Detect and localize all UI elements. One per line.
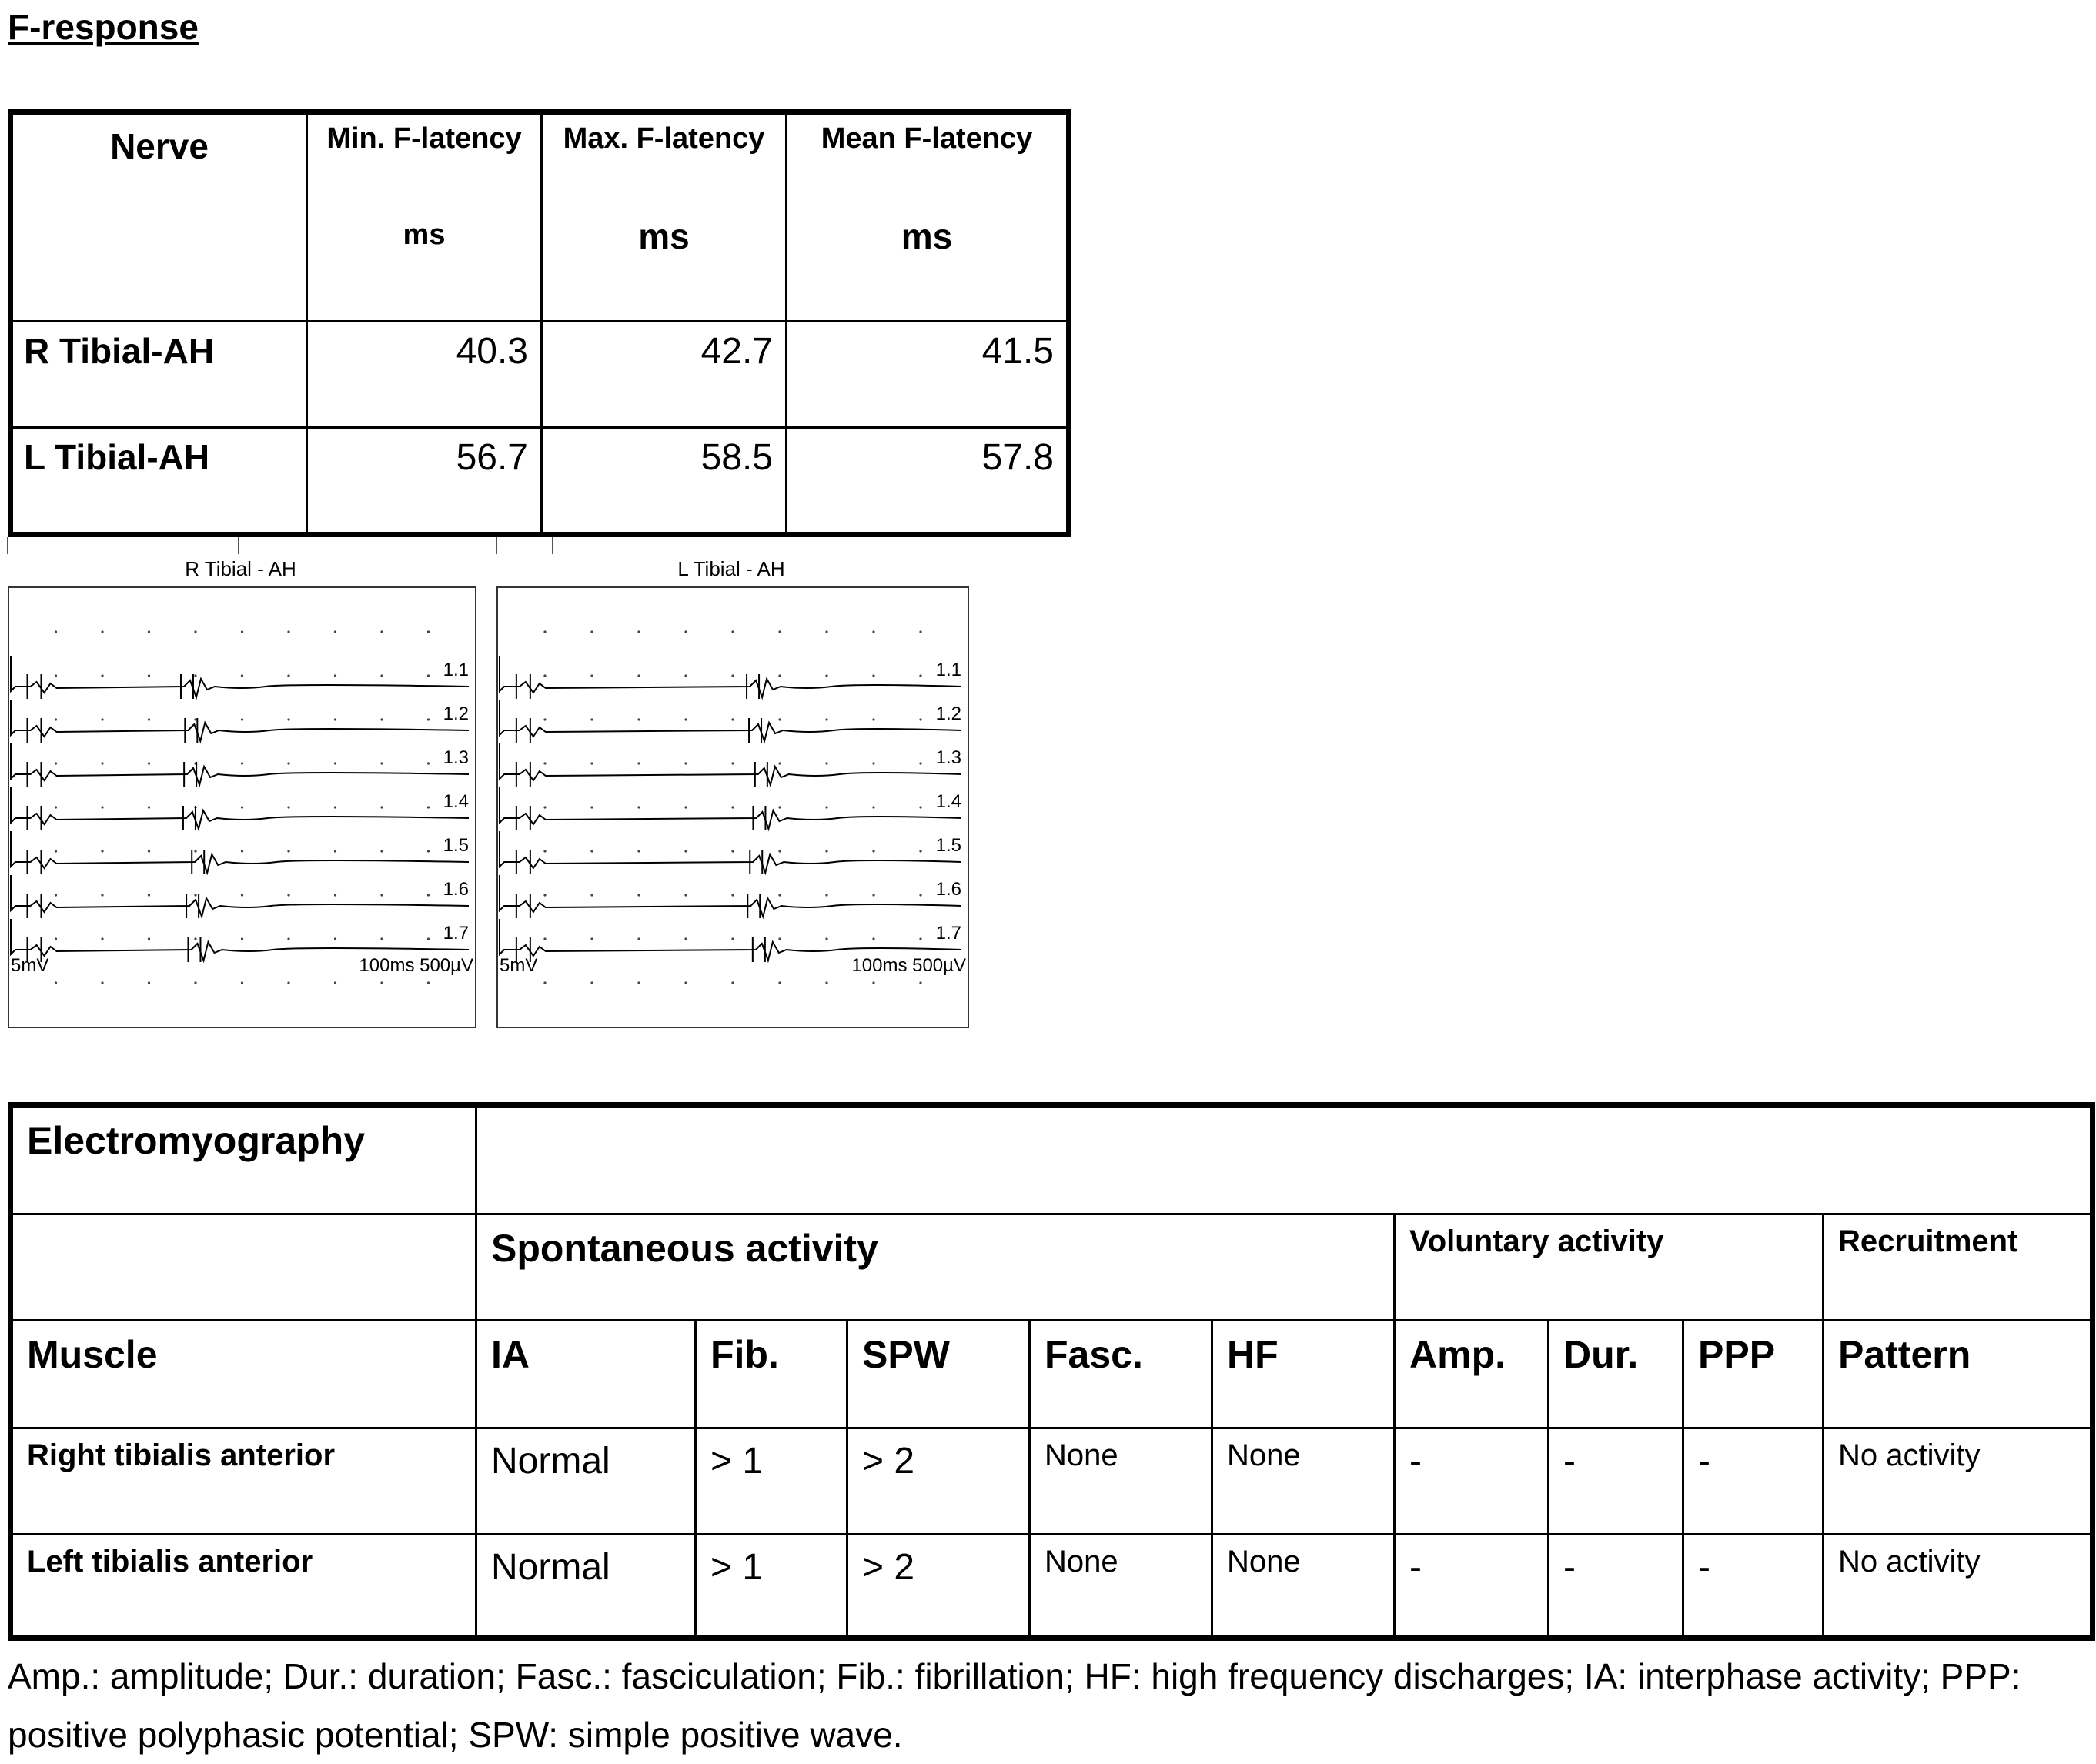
f-wave-trace [11,787,469,829]
grid-dot [148,674,150,677]
grid-dot [731,806,734,808]
grid-dot [543,981,546,984]
grid-dot [241,937,243,940]
grid-dot [380,937,383,940]
grid-dot [101,762,103,764]
footnote: Amp.: amplitude; Dur.: duration; Fasc.: fasciculation; Fib.: fibrillation; HF: high frequency discharges; IA: interphase activity; PPP: positive polyphasic potential; SPW: simple positive wave. [8,1656,2021,1755]
grid-dot [684,718,687,720]
grid-dot [684,850,687,852]
grid-dot [334,937,336,940]
grid-dot [919,630,921,633]
min-latency-value: 40.3 [307,322,542,428]
grid-dot [194,937,196,940]
header-min-unit: ms [403,219,446,251]
grid-dot [287,850,289,852]
f-wave-trace [11,700,469,741]
grid-dot [825,762,827,764]
col-dur: Dur. [1549,1321,1683,1428]
pattern-value: No activity [1824,1428,2093,1535]
grid-dot [731,937,734,940]
grid-dot [55,981,57,984]
grid-dot [380,806,383,808]
grid-dot [637,937,640,940]
amp-value: - [1395,1428,1549,1535]
grid-dot [55,806,57,808]
col-fasc: Fasc. [1030,1321,1212,1428]
grid-dot [101,981,103,984]
group-blank [11,1214,476,1321]
header-mean-latency [787,112,1069,322]
ppp-value: - [1683,1535,1824,1639]
grid-dot [194,981,196,984]
table-header-row [11,112,1069,322]
grid-dot [287,674,289,677]
amp-value: - [1395,1535,1549,1639]
nerve-name: L Tibial-AH [11,428,307,535]
grid-dot [194,894,196,896]
emg-title-blank [476,1105,2093,1214]
grid-dot [637,806,640,808]
grid-dot [543,937,546,940]
grid-dot [637,981,640,984]
grid-dot [241,630,243,633]
grid-dot [872,762,874,764]
grid-dot [194,674,196,677]
grid-dot [55,674,57,677]
grid-dot [590,937,593,940]
grid-dot [872,630,874,633]
header-max-unit: ms [638,216,690,256]
mean-latency-value: 57.8 [787,428,1069,535]
grid-dot [590,674,593,677]
grid-dot [778,894,781,896]
grid-dot [148,762,150,764]
grid-dot [825,806,827,808]
grid-dot [825,850,827,852]
grid-dot [334,806,336,808]
f-wave-trace [11,919,469,961]
grid-dot [731,762,734,764]
f-wave-trace [11,831,469,873]
grid-dot [241,718,243,720]
fasc-value: None [1030,1535,1212,1639]
grid-dot [148,630,150,633]
grid-dot [380,630,383,633]
section-heading: F-response [8,7,199,47]
f-wave-trace [500,656,961,697]
grid-dot [148,937,150,940]
grid-dot [731,981,734,984]
grid-dot [380,718,383,720]
grid-dot [590,762,593,764]
col-ia: IA [476,1321,696,1428]
grid-dot [241,674,243,677]
grid-dot [872,937,874,940]
spw-value: > 2 [847,1428,1030,1535]
grid-dot [427,850,430,852]
grid-dot [194,718,196,720]
f-wave-trace [500,700,961,741]
grid-dot [637,762,640,764]
grid-dot [590,894,593,896]
grid-dot [825,981,827,984]
grid-dot [241,981,243,984]
header-min-label: Min. F-latency [326,122,522,155]
trace-label: 1.3 [443,747,469,768]
grid-dot [380,981,383,984]
grid-dot [731,630,734,633]
grid-dot [778,850,781,852]
scale-left: 5mV [500,955,538,976]
grid-dot [427,630,430,633]
header-nerve: Nerve [11,112,307,322]
grid-dot [55,850,57,852]
grid-dot [778,630,781,633]
grid-dot [194,850,196,852]
grid-dot [55,937,57,940]
emg-table [8,1102,2095,1641]
trace-label: 1.4 [443,791,469,812]
grid-dot [380,762,383,764]
spw-value: > 2 [847,1535,1030,1639]
grid-dot [825,894,827,896]
grid-dot [684,762,687,764]
emg-title-row [11,1105,2093,1214]
nerve-name: R Tibial-AH [11,322,307,428]
group-voluntary: Voluntary activity [1395,1214,1824,1321]
f-wave-trace [500,875,961,917]
pattern-value: No activity [1824,1535,2093,1639]
scale-left: 5mV [11,955,49,976]
grid-dot [543,674,546,677]
grid-dot [872,894,874,896]
f-wave-trace [500,919,961,961]
table-row [11,322,1069,428]
hf-value: None [1212,1535,1395,1639]
trace-label: 1.3 [935,747,961,768]
grid-dot [872,850,874,852]
max-latency-value: 58.5 [542,428,787,535]
grid-dot [241,762,243,764]
trace-label: 1.1 [935,660,961,680]
grid-dot [543,762,546,764]
grid-dot [543,894,546,896]
f-wave-trace [500,743,961,785]
grid-dot [55,762,57,764]
grid-dot [287,937,289,940]
f-wave-traces-right [9,588,475,1027]
grid-dot [872,674,874,677]
grid-dot [919,762,921,764]
muscle-name: Left tibialis anterior [11,1535,476,1639]
emg-title: Electromyography [11,1105,476,1214]
trace-label: 1.6 [443,879,469,900]
trace-title-left: L Tibial - AH [677,557,785,580]
col-spw: SPW [847,1321,1030,1428]
muscle-name: Right tibialis anterior [11,1428,476,1535]
max-latency-value: 42.7 [542,322,787,428]
grid-dot [778,762,781,764]
grid-dot [919,937,921,940]
grid-dot [55,718,57,720]
grid-dot [543,630,546,633]
grid-dot [637,718,640,720]
grid-dot [919,806,921,808]
col-ppp: PPP [1683,1321,1824,1428]
grid-dot [731,894,734,896]
table-row [11,1428,2093,1535]
grid-dot [380,850,383,852]
grid-dot [334,762,336,764]
grid-dot [590,718,593,720]
grid-dot [590,630,593,633]
grid-dot [427,894,430,896]
grid-dot [380,674,383,677]
grid-dot [101,937,103,940]
grid-dot [287,981,289,984]
grid-dot [194,630,196,633]
fasc-value: None [1030,1428,1212,1535]
grid-dot [919,894,921,896]
grid-dot [241,850,243,852]
group-recruitment: Recruitment [1824,1214,2093,1321]
trace-label: 1.4 [935,791,961,812]
grid-dot [148,718,150,720]
grid-dot [334,850,336,852]
grid-dot [825,630,827,633]
grid-dot [287,630,289,633]
grid-dot [590,806,593,808]
grid-dot [684,674,687,677]
grid-dot [590,981,593,984]
mean-latency-value: 41.5 [787,322,1069,428]
grid-dot [919,674,921,677]
grid-dot [825,718,827,720]
grid-dot [241,894,243,896]
trace-label: 1.5 [443,835,469,856]
trace-title-right: R Tibial - AH [185,557,296,580]
f-wave-traces-left [498,588,968,1027]
grid-dot [543,718,546,720]
header-max-label: Max. F-latency [563,122,765,155]
group-spontaneous: Spontaneous activity [476,1214,1395,1321]
col-muscle: Muscle [11,1321,476,1428]
grid-dot [778,718,781,720]
grid-dot [778,806,781,808]
trace-label: 1.2 [443,703,469,724]
trace-label: 1.7 [935,923,961,944]
scale-right: 100ms 500µV [851,955,966,976]
trace-label: 1.1 [443,660,469,680]
col-fib: Fib. [696,1321,847,1428]
grid-dot [287,894,289,896]
grid-dot [427,981,430,984]
grid-dot [334,894,336,896]
grid-dot [684,806,687,808]
grid-dot [287,762,289,764]
dur-value: - [1549,1535,1683,1639]
grid-dot [637,850,640,852]
grid-dot [427,674,430,677]
grid-dot [543,850,546,852]
f-response-table [8,109,1071,537]
grid-dot [241,806,243,808]
grid-dot [778,674,781,677]
grid-dot [731,850,734,852]
grid-dot [731,718,734,720]
grid-dot [590,850,593,852]
grid-dot [101,806,103,808]
table-row [11,428,1069,535]
grid-dot [684,981,687,984]
grid-dot [380,894,383,896]
grid-dot [684,937,687,940]
grid-dot [101,894,103,896]
grid-dot [427,762,430,764]
grid-dot [334,718,336,720]
scale-right: 100ms 500µV [359,955,473,976]
header-mean-label: Mean F-latency [821,122,1033,155]
ia-value: Normal [476,1428,696,1535]
grid-dot [287,718,289,720]
grid-dot [637,894,640,896]
grid-dot [872,981,874,984]
grid-dot [427,937,430,940]
grid-dot [872,718,874,720]
grid-dot [637,630,640,633]
table-row [11,1535,2093,1639]
grid-dot [778,937,781,940]
grid-dot [919,850,921,852]
emg-column-row [11,1321,2093,1428]
trace-panel-right [8,586,476,1028]
grid-dot [427,718,430,720]
fib-value: > 1 [696,1428,847,1535]
grid-dot [287,806,289,808]
f-wave-trace [500,831,961,873]
f-wave-trace [11,743,469,785]
grid-dot [825,674,827,677]
header-min-latency [307,112,542,322]
fib-value: > 1 [696,1535,847,1639]
grid-dot [872,806,874,808]
grid-dot [101,630,103,633]
grid-dot [148,806,150,808]
grid-dot [684,630,687,633]
col-amp: Amp. [1395,1321,1549,1428]
grid-dot [101,674,103,677]
grid-dot [731,674,734,677]
f-wave-trace [11,875,469,917]
grid-dot [55,894,57,896]
ia-value: Normal [476,1535,696,1639]
trace-label: 1.6 [935,879,961,900]
grid-dot [148,850,150,852]
hf-value: None [1212,1428,1395,1535]
grid-dot [334,674,336,677]
grid-dot [919,718,921,720]
grid-dot [101,718,103,720]
grid-dot [334,630,336,633]
grid-dot [825,937,827,940]
trace-panel-left [496,586,969,1028]
ppp-value: - [1683,1428,1824,1535]
f-wave-trace [500,787,961,829]
trace-label: 1.7 [443,923,469,944]
grid-dot [919,981,921,984]
emg-group-row [11,1214,2093,1321]
trace-label: 1.2 [935,703,961,724]
grid-dot [101,850,103,852]
min-latency-value: 56.7 [307,428,542,535]
col-pattern: Pattern [1824,1321,2093,1428]
trace-label: 1.5 [935,835,961,856]
header-mean-unit: ms [901,216,953,256]
f-wave-trace [11,656,469,697]
grid-dot [148,894,150,896]
grid-dot [543,806,546,808]
grid-dot [148,981,150,984]
grid-dot [55,630,57,633]
col-hf: HF [1212,1321,1395,1428]
grid-dot [778,981,781,984]
header-max-latency [542,112,787,322]
grid-dot [637,674,640,677]
grid-dot [427,806,430,808]
dur-value: - [1549,1428,1683,1535]
grid-dot [684,894,687,896]
grid-dot [334,981,336,984]
